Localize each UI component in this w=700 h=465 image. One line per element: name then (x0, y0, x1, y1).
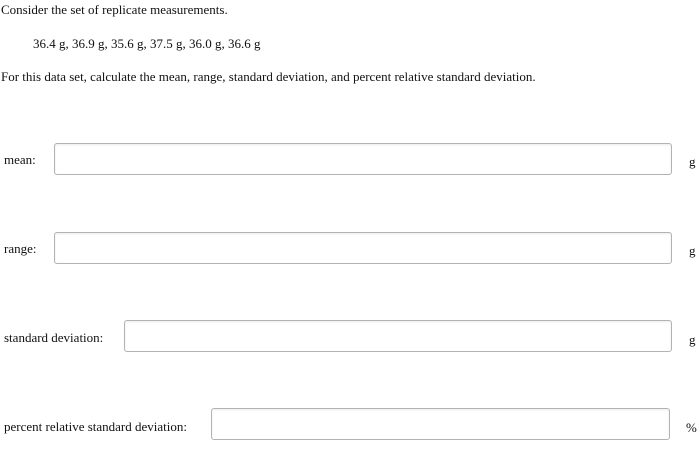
std-dev-unit: g (689, 332, 696, 347)
std-dev-label: standard deviation: (4, 330, 104, 345)
range-input[interactable] (54, 232, 672, 264)
instruction-text: For this data set, calculate the mean, range, standard deviation, and percent relative standard deviation. (1, 69, 536, 84)
measurement-list: 36.4 g, 36.9 g, 35.6 g, 37.5 g, 36.0 g, 36.6 g (33, 36, 261, 51)
mean-input[interactable] (54, 143, 672, 175)
range-label: range: (4, 241, 37, 256)
mean-label: mean: (4, 152, 36, 167)
mean-unit: g (689, 154, 696, 169)
range-unit: g (689, 243, 696, 258)
rsd-unit: % (686, 420, 697, 435)
rsd-input[interactable] (211, 408, 670, 440)
rsd-label: percent relative standard deviation: (4, 419, 188, 434)
std-dev-input[interactable] (124, 320, 672, 352)
question-prompt: Consider the set of replicate measurements. (1, 2, 228, 17)
